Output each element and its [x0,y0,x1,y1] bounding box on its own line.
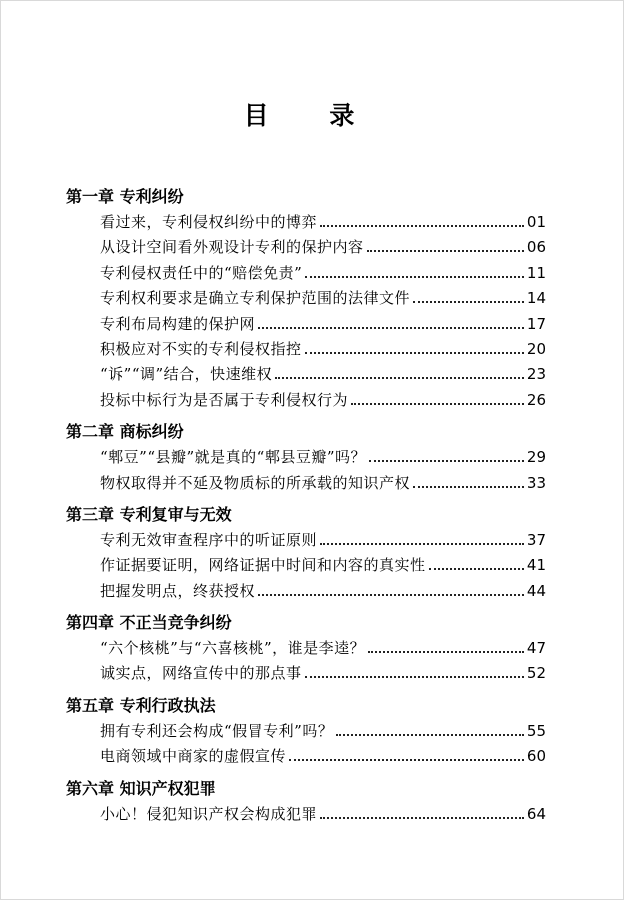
toc-entry[interactable] [100,802,546,827]
toc-entry[interactable] [100,362,546,387]
toc-page-number: 60 [526,747,546,766]
toc-entry[interactable] [100,579,546,604]
toc-entry[interactable] [100,312,546,337]
toc-page-number: 47 [526,639,546,658]
chapter-heading[interactable]: 第二章 商标纠纷 [66,422,184,442]
chapter-heading[interactable]: 第一章 专利纠纷 [66,187,184,206]
toc-entry[interactable] [100,744,546,769]
toc-entry-title: 投标中标行为是否属于专利侵权行为 [100,390,349,409]
dot-leader [429,568,524,570]
toc-entry-title: 诚实点，网络宣传中的那点事 [100,664,302,683]
toc-entry[interactable] [100,471,546,496]
toc-page-number: 26 [526,390,546,409]
toc-entry-title: “郫豆”“县瓣”就是真的“郫县豆瓣”吗？ [100,448,367,467]
toc-entry-title: 积极应对不实的专利侵权指控 [100,339,302,358]
dot-leader [336,734,524,736]
toc-entry[interactable] [100,661,546,686]
dot-leader [413,301,524,303]
toc-page-number: 41 [526,556,546,575]
toc-entry[interactable] [100,337,546,362]
dot-leader [320,543,524,545]
table-of-contents [66,184,546,827]
toc-entry-title: 物权取得并不延及物质标的所承载的知识产权 [100,473,411,492]
toc-entry-title: 电商领域中商家的虚假宣传 [100,747,287,766]
toc-entry[interactable] [100,445,546,470]
dot-leader [351,403,524,405]
dot-leader [367,250,524,252]
toc-entry-title: 看过来，专利侵权纠纷中的博弈 [100,213,318,231]
dot-leader [368,651,524,653]
toc-page-number: 01 [526,213,546,231]
chapter-heading[interactable]: 第三章 专利复审与无效 [66,504,232,524]
chapter-heading[interactable]: 第五章 专利行政执法 [66,695,216,715]
chapter-heading[interactable]: 第六章 知识产权犯罪 [66,778,216,798]
toc-entry[interactable] [100,636,546,661]
dot-leader [258,594,524,596]
dot-leader [305,352,524,354]
toc-entry[interactable] [100,261,546,286]
toc-entry-title: 专利无效审查程序中的听证原则 [100,530,318,549]
toc-page-number: 33 [526,473,546,492]
toc-page-number: 06 [526,238,546,257]
dot-leader [413,486,524,488]
toc-page-number: 29 [526,448,546,467]
dot-leader [258,327,524,329]
toc-entry[interactable] [100,719,546,744]
toc-entry-title: 拥有专利还会构成“假冒专利”吗？ [100,721,334,740]
toc-page-number: 37 [526,530,546,549]
toc-entry-title: 小心！侵犯知识产权会构成犯罪 [100,804,318,823]
dot-leader [289,759,524,761]
toc-page-number: 52 [526,664,546,683]
toc-page-number: 11 [526,263,546,282]
dot-leader [275,377,524,379]
chapter-heading[interactable]: 第四章 不正当竞争纠纷 [66,613,232,633]
toc-entry-title: 作证据要证明，网络证据中时间和内容的真实性 [100,556,426,575]
toc-entry[interactable] [100,235,546,260]
toc-page-number: 20 [526,339,546,358]
dot-leader [305,276,524,278]
toc-entry-title: 专利布局构建的保护网 [100,314,256,333]
toc-entry[interactable] [100,210,546,235]
toc-entry-title: “诉”“调”结合，快速维权 [100,365,273,384]
toc-entry[interactable] [100,286,546,311]
toc-page-number: 23 [526,365,546,384]
toc-page-number: 55 [526,721,546,740]
toc-entry-title: 专利权利要求是确立专利保护范围的法律文件 [100,289,411,308]
toc-entry-title: “六个核桃”与“六喜核桃”，谁是李逵？ [100,639,366,658]
dot-leader [320,817,524,819]
toc-entry[interactable] [100,528,546,553]
toc-entry-title: 专利侵权责任中的“赔偿免责” [100,263,303,282]
dot-leader [369,460,524,462]
toc-entry-title: 从设计空间看外观设计专利的保护内容 [100,238,364,257]
dot-leader [305,676,524,678]
toc-page-number: 14 [526,289,546,308]
page-title: 目 录 [243,101,381,130]
toc-page-number: 17 [526,314,546,333]
toc-entry[interactable] [100,553,546,578]
toc-entry[interactable] [100,388,546,413]
toc-page-number: 64 [526,804,546,823]
toc-page-number: 44 [526,581,546,600]
toc-entry-title: 把握发明点，终获授权 [100,581,256,600]
dot-leader [320,225,524,227]
